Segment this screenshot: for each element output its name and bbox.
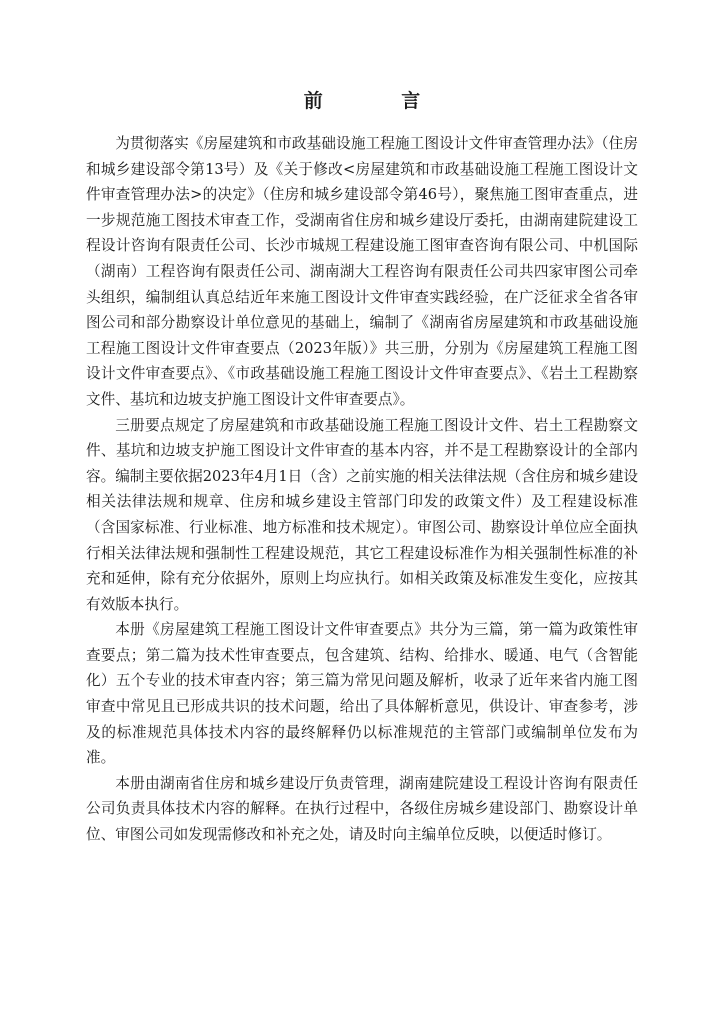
paragraph-scope: 三册要点规定了房屋建筑和市政基础设施工程施工图设计文件、岩土工程勘察文件、基坑和边坡支护施工图设计文件审查的基本内容，并不是工程勘察设计的全部内容。编制主要依据2023年4月1日（含）之前实施的相关法律法规（含住房和城乡建设相关法律法规和规章、住房和城乡建设主管部门印发的政策文件）及工程建设标准（含国家标准、行业标准、地方标准和技术规定）。审图公司、勘察设计单位应全面执行相关法律法规和强制性工程建设规范，其它工程建设标准作为相关强制性标准的补充和延伸，除有充分依据外，原则上均应执行。如相关政策及标准发生变化，应按其有效版本执行。 (86, 416, 638, 613)
paragraph-purpose: 为贯彻落实《房屋建筑和市政基础设施工程施工图设计文件审查管理办法》（住房和城乡建设部令第13号）及《关于修改<房屋建筑和市政基础设施工程施工图设计文件审查管理办法>的决定》（住房和城乡建设部令第46号），聚焦施工图审查重点，进一步规范施工图技术审查工作，受湖南省住房和城乡建设厅委托，由湖南建院建设工程设计咨询有限责任公司、长沙市城规工程建设施工图审查咨询有限公司、中机国际（湖南）工程咨询有限责任公司、湖南湖大工程咨询有限责任公司共四家审图公司牵头组织，编制组认真总结近年来施工图设计文件审查实践经验，在广泛征求全省各审图公司和部分勘察设计单位意见的基础上，编制了《湖南省房屋建筑和市政基础设施工程施工图设计文件审查要点（2023年版）》共三册，分别为《房屋建筑工程施工图设计文件审查要点》、《市政基础设施工程施工图设计文件审查要点》、《岩土工程勘察文件、基坑和边坡支护施工图设计文件审查要点》。 (86, 135, 638, 408)
paragraph-management: 本册由湖南省住房和城乡建设厅负责管理，湖南建院建设工程设计咨询有限责任公司负责具体技术内容的解释。在执行过程中，各级住房城乡建设部门、勘察设计单位、审图公司如发现需修改和补充之处，请及时向主编单位反映，以便适时修订。 (86, 774, 638, 844)
page-title: 前 言 (303, 90, 457, 112)
paragraph-structure: 本册《房屋建筑工程施工图设计文件审查要点》共分为三篇，第一篇为政策性审查要点；第二篇为技术性审查要点，包含建筑、结构、给排水、暖通、电气（含智能化）五个专业的技术审查内容；第三篇为常见问题及解析，收录了近年来省内施工图审查中常见且已形成共识的技术问题，给出了具体解析意见，供设计、审查参考，涉及的标准规范具体技术内容的最终解释仍以标准规范的主管部门或编制单位发布为准。 (86, 621, 638, 767)
preface-body (86, 131, 638, 848)
